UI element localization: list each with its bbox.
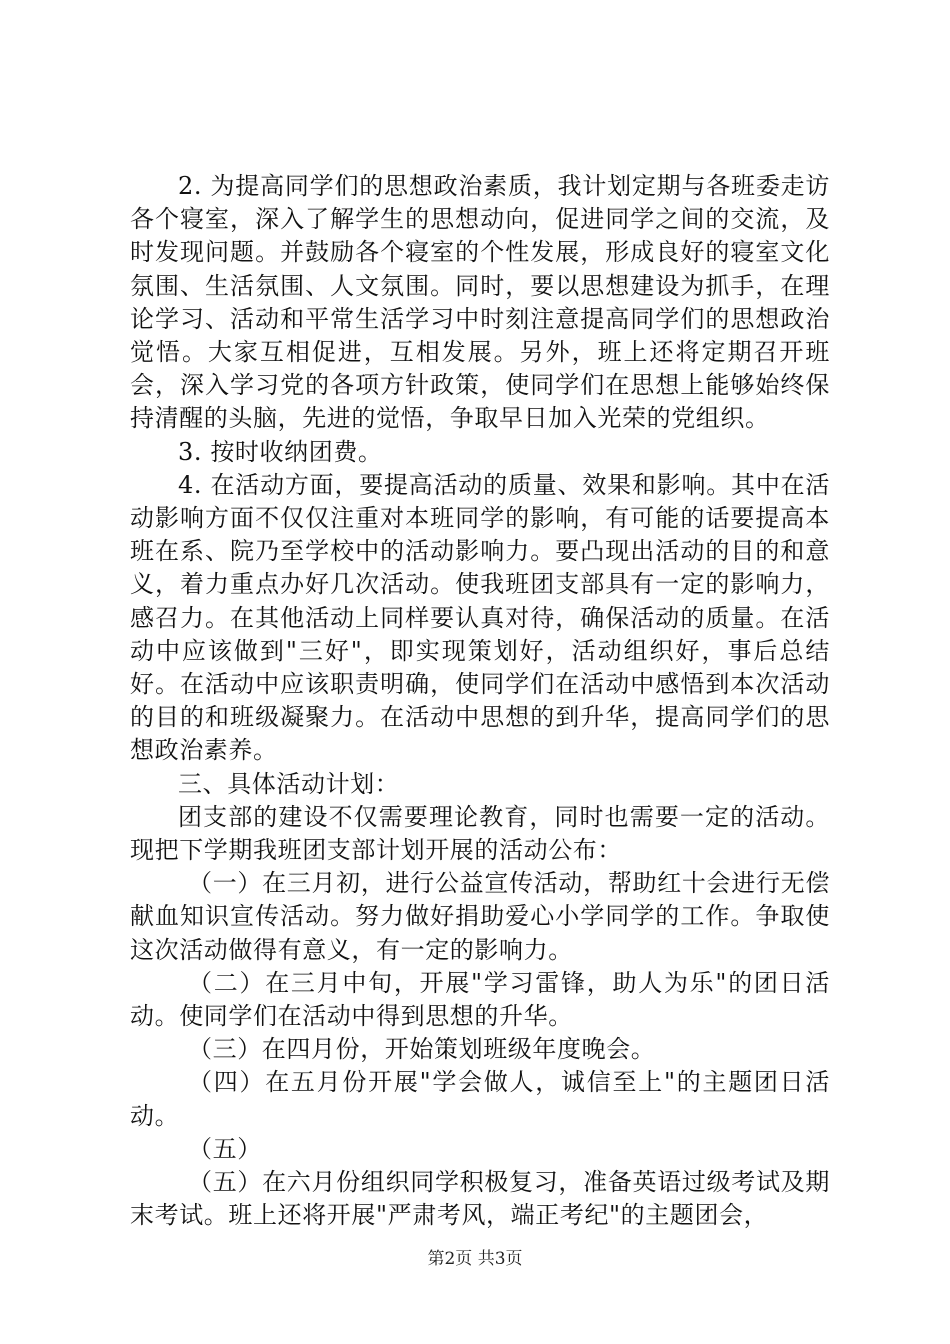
page-footer: 第2页 共3页 [427,1249,523,1269]
document-body [130,170,830,1233]
activity-item-5: （五）在六月份组织同学积极复习，准备英语过级考试及期末考试。班上还将开展"严肃考风，端正考纪"的主题团会， [130,1168,830,1230]
section-heading: 三、具体活动计划： [178,769,400,798]
activity-item-3: （三）在四月份，开始策划班级年度晚会。 [188,1035,656,1064]
paragraph-item-2: 2. 为提高同学们的思想政治素质，我计划定期与各班委走访各个寝室，深入了解学生的思想动向，促进同学之间的交流，及时发现问题。并鼓励各个寝室的个性发展，形成良好的寝室文化氛围、生活氛围、人文氛围。同时，要以思想建设为抓手，在理论学习、活动和平常生活学习中时刻注意提高同学们的思想政治觉悟。大家互相促进，互相发展。另外，班上还将定期召开班会，深入学习党的各项方针政策，使同学们在思想上能够始终保持清醒的头脑，先进的觉悟，争取早日加入光荣的党组织。 [130,172,830,433]
activity-item-4: （四）在五月份开展"学会做人，诚信至上"的主题团日活动。 [130,1068,830,1130]
activity-item-5-empty: （五） [188,1134,262,1163]
paragraph-item-4: 4. 在活动方面，要提高活动的质量、效果和影响。其中在活动影响方面不仅仅注重对本班同学的影响，有可能的话要提高本班在系、院乃至学校中的活动影响力。要凸现出活动的目的和意义，着力重点办好几次活动。使我班团支部具有一定的影响力，感召力。在其他活动上同样要认真对待，确保活动的质量。在活动中应该做到"三好"，即实现策划好，活动组织好，事后总结好。在活动中应该职责明确，使同学们在活动中感悟到本次活动的目的和班级凝聚力。在活动中思想的到升华，提高同学们的思想政治素养。 [130,470,830,765]
paragraph-item-3: 3. 按时收纳团费。 [178,437,383,466]
activity-item-1: （一）在三月初，进行公益宣传活动，帮助红十会进行无偿献血知识宣传活动。努力做好捐助爱心小学同学的工作。争取使这次活动做得有意义，有一定的影响力。 [130,869,830,964]
paragraph-intro: 团支部的建设不仅需要理论教育，同时也需要一定的活动。现把下学期我班团支部计划开展的活动公布： [130,802,830,865]
activity-item-2: （二）在三月中旬，开展"学习雷锋，助人为乐"的团日活动。使同学们在活动中得到思想的升华。 [130,968,830,1031]
